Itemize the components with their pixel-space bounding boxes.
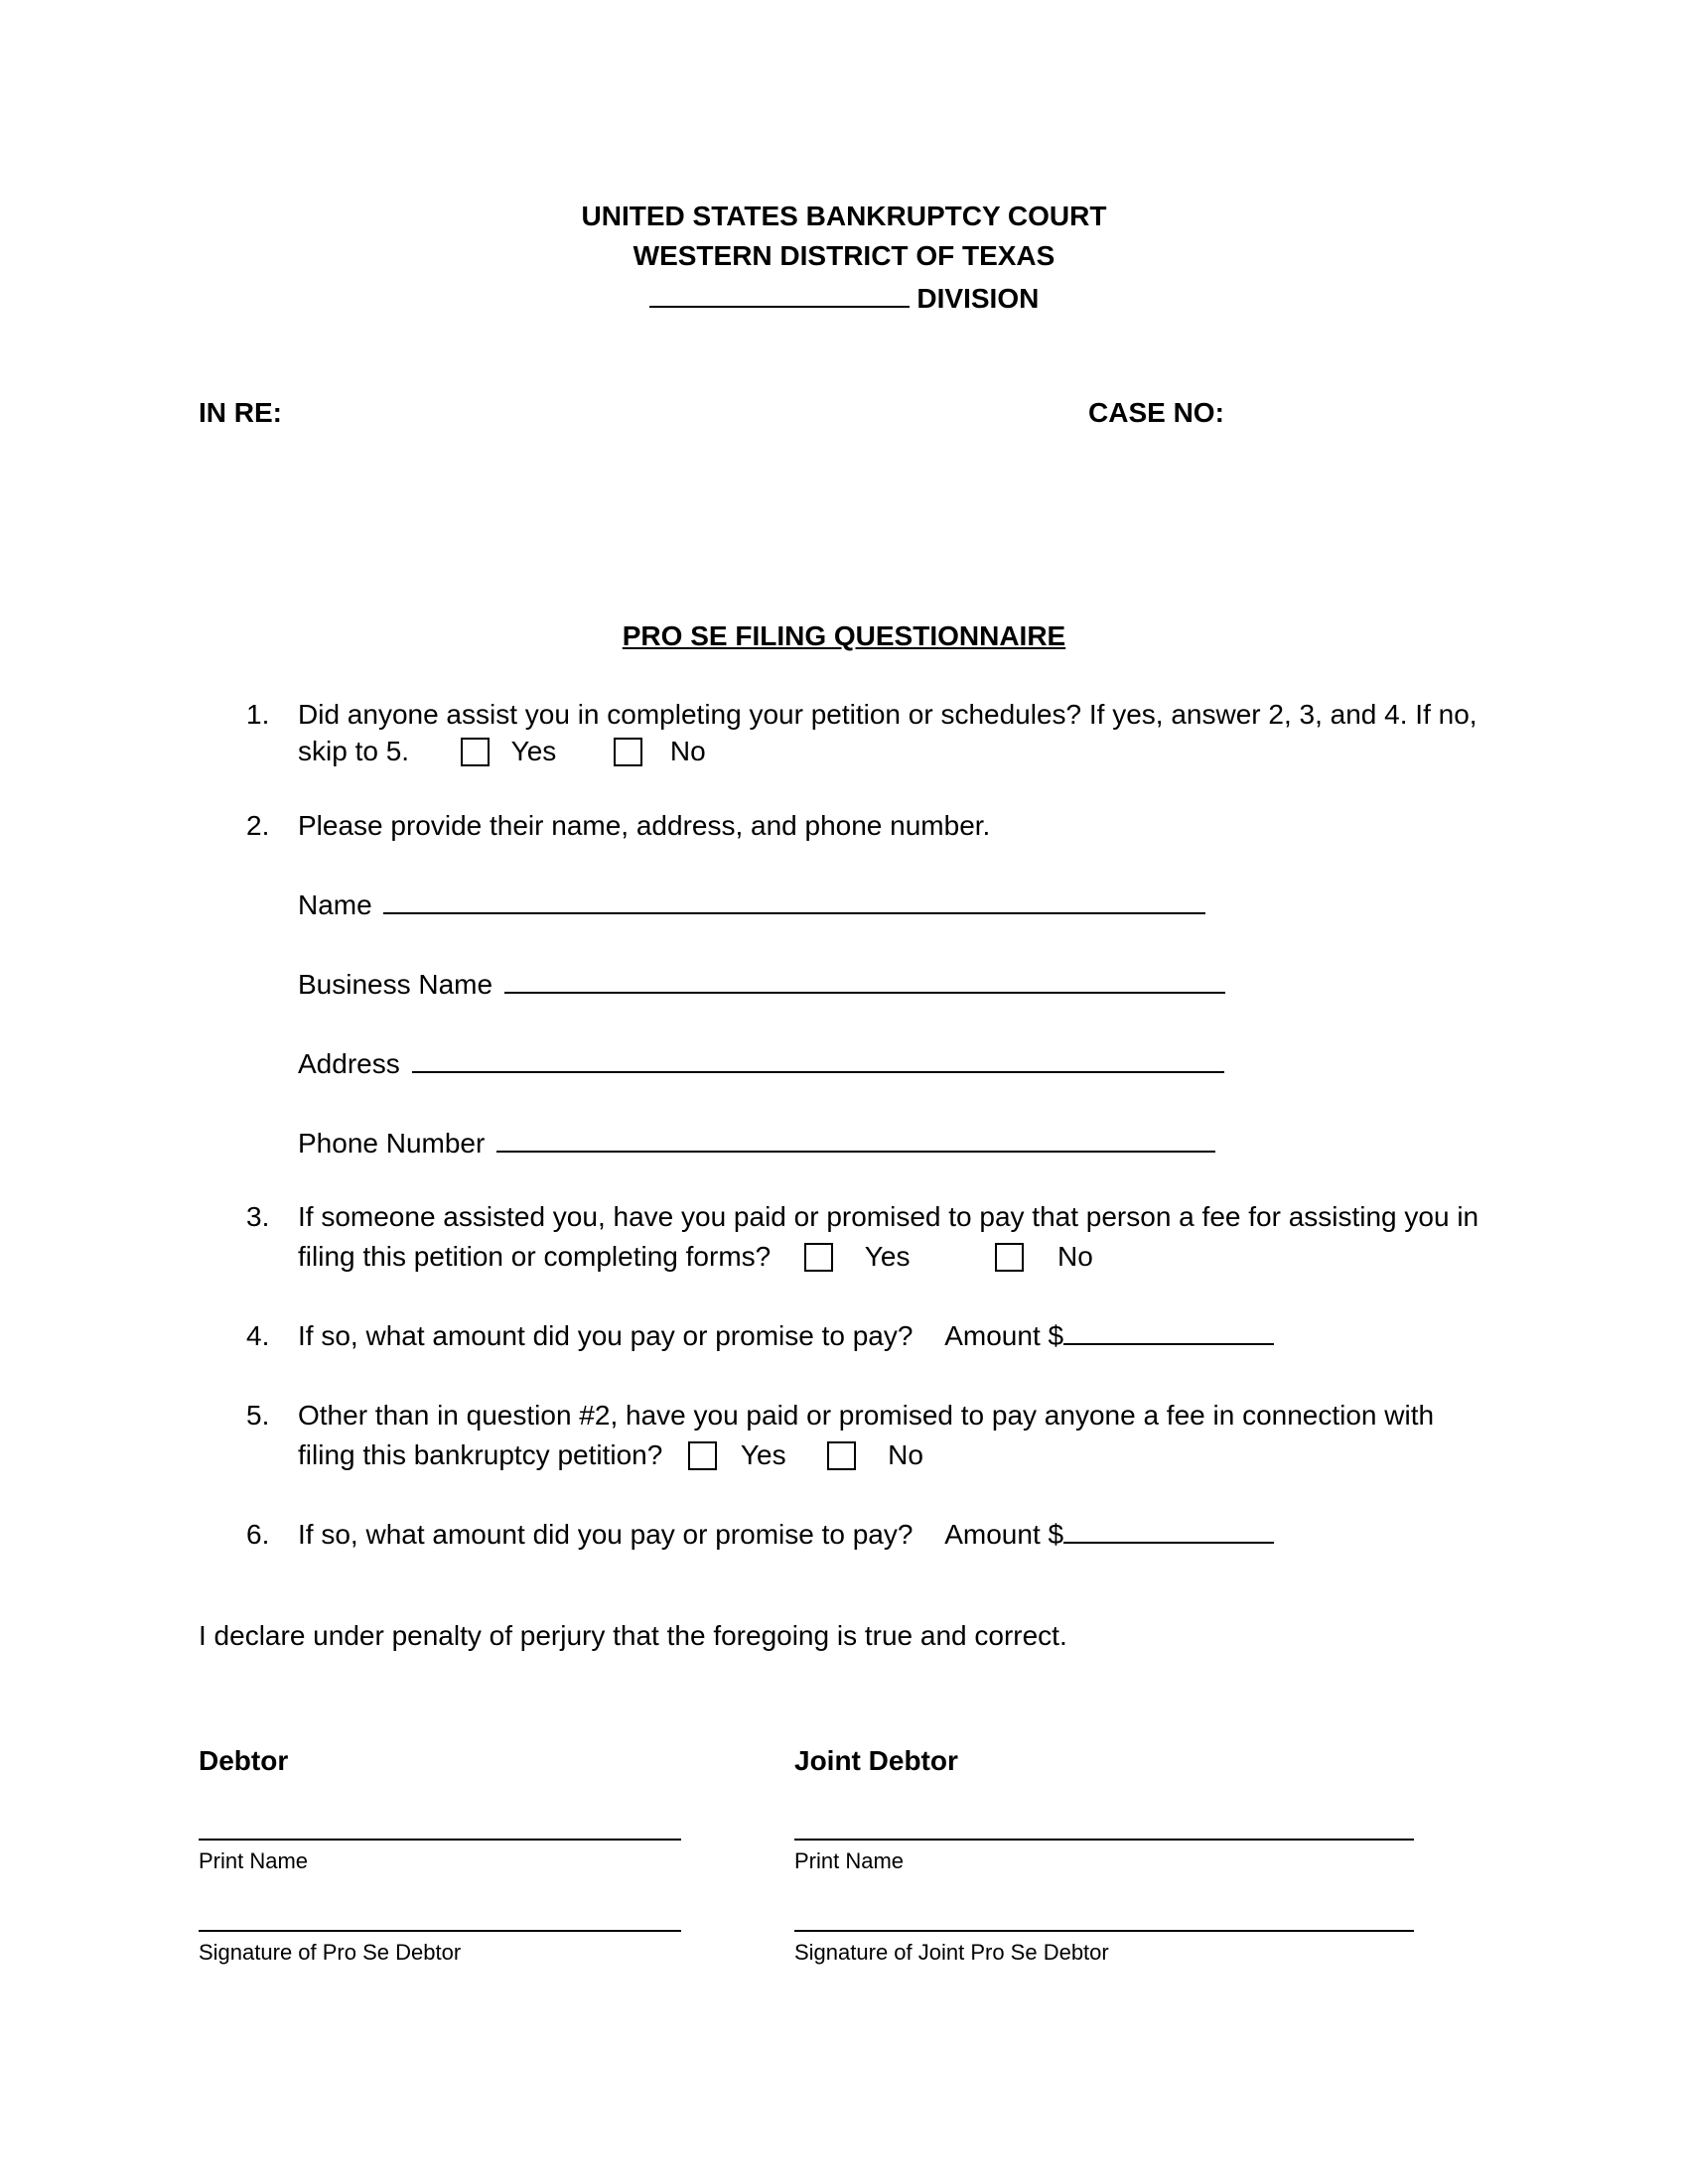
q5-text-continued: filing this bankruptcy petition? (298, 1439, 663, 1470)
court-name: UNITED STATES BANKRUPTCY COURT (581, 201, 1107, 231)
form-title: PRO SE FILING QUESTIONNAIRE (622, 620, 1066, 651)
q1-number: 1. (246, 699, 270, 730)
q5-number: 5. (246, 1400, 270, 1431)
phone-label: Phone Number (298, 1128, 486, 1159)
in-re-label: IN RE: (199, 397, 282, 428)
business-name-field-row (298, 965, 1225, 1005)
q3-no-label: No (1057, 1241, 1093, 1272)
joint-debtor-print-name-line[interactable] (794, 1839, 1414, 1841)
joint-debtor-heading: Joint Debtor (794, 1745, 958, 1776)
q1-no-checkbox[interactable] (614, 738, 642, 766)
debtor-heading: Debtor (199, 1745, 289, 1776)
q5-text: Other than in question #2, have you paid or promised to pay anyone a fee in connection with (298, 1400, 1435, 1431)
debtor-signature-label: Signature of Pro Se Debtor (199, 1940, 462, 1965)
address-field-row (298, 1044, 1224, 1084)
joint-debtor-signature-line[interactable] (794, 1930, 1414, 1932)
phone-field-row (298, 1124, 1215, 1163)
q1-yes-label: Yes (510, 736, 557, 766)
q1-text-continued: skip to 5. (298, 736, 410, 766)
q4-row (298, 1316, 1274, 1356)
joint-debtor-print-name-label: Print Name (794, 1848, 905, 1873)
q5-yes-label: Yes (740, 1439, 786, 1470)
q3-no-checkbox[interactable] (995, 1243, 1024, 1272)
q3-text-continued: filing this petition or completing forms? (298, 1241, 772, 1272)
debtor-print-name-line[interactable] (199, 1839, 681, 1841)
q3-text: If someone assisted you, have you paid or promised to pay that person a fee for assisting you in (298, 1201, 1479, 1232)
q4-amount-field[interactable] (1063, 1317, 1274, 1345)
q2-text: Please provide their name, address, and phone number. (298, 810, 991, 841)
q6-amount-field[interactable] (1063, 1516, 1274, 1544)
q5-no-label: No (888, 1439, 923, 1470)
name-field-row (298, 886, 1205, 925)
q4-amount-label: Amount $ (944, 1320, 1064, 1351)
address-label: Address (298, 1048, 400, 1079)
q3-yes-checkbox[interactable] (804, 1243, 833, 1272)
district-name: WESTERN DISTRICT OF TEXAS (633, 240, 1055, 271)
q3-line2 (298, 1237, 1093, 1277)
q4-number: 4. (246, 1320, 270, 1351)
debtor-signature-line[interactable] (199, 1930, 681, 1932)
q5-line2 (298, 1435, 923, 1475)
q5-yes-checkbox[interactable] (688, 1441, 717, 1470)
q1-yes-checkbox[interactable] (461, 738, 490, 766)
name-label: Name (298, 889, 372, 920)
q4-text: If so, what amount did you pay or promise to pay? (298, 1320, 914, 1351)
q6-amount-label: Amount $ (944, 1519, 1064, 1550)
business-name-field[interactable] (504, 966, 1225, 994)
q1-text: Did anyone assist you in completing your petition or schedules? If yes, answer 2, 3, and 4. If no, (298, 699, 1477, 730)
address-field[interactable] (412, 1045, 1224, 1073)
q6-text: If so, what amount did you pay or promise to pay? (298, 1519, 914, 1550)
case-no-label: CASE NO: (1088, 397, 1224, 428)
business-name-label: Business Name (298, 969, 493, 1000)
debtor-print-name-label: Print Name (199, 1848, 309, 1873)
division-line (0, 280, 1688, 315)
division-blank[interactable] (649, 280, 910, 308)
q5-no-checkbox[interactable] (827, 1441, 856, 1470)
division-label: DIVISION (916, 283, 1040, 314)
name-field[interactable] (383, 887, 1205, 914)
q6-row (298, 1515, 1274, 1555)
q6-number: 6. (246, 1519, 270, 1550)
declaration-text: I declare under penalty of perjury that the foregoing is true and correct. (199, 1620, 1067, 1651)
q1-line2 (298, 732, 706, 771)
q1-no-label: No (669, 736, 706, 766)
q2-number: 2. (246, 810, 270, 841)
q3-number: 3. (246, 1201, 270, 1232)
phone-field[interactable] (496, 1125, 1215, 1153)
q3-yes-label: Yes (864, 1241, 911, 1272)
joint-debtor-signature-label: Signature of Joint Pro Se Debtor (794, 1940, 1109, 1965)
